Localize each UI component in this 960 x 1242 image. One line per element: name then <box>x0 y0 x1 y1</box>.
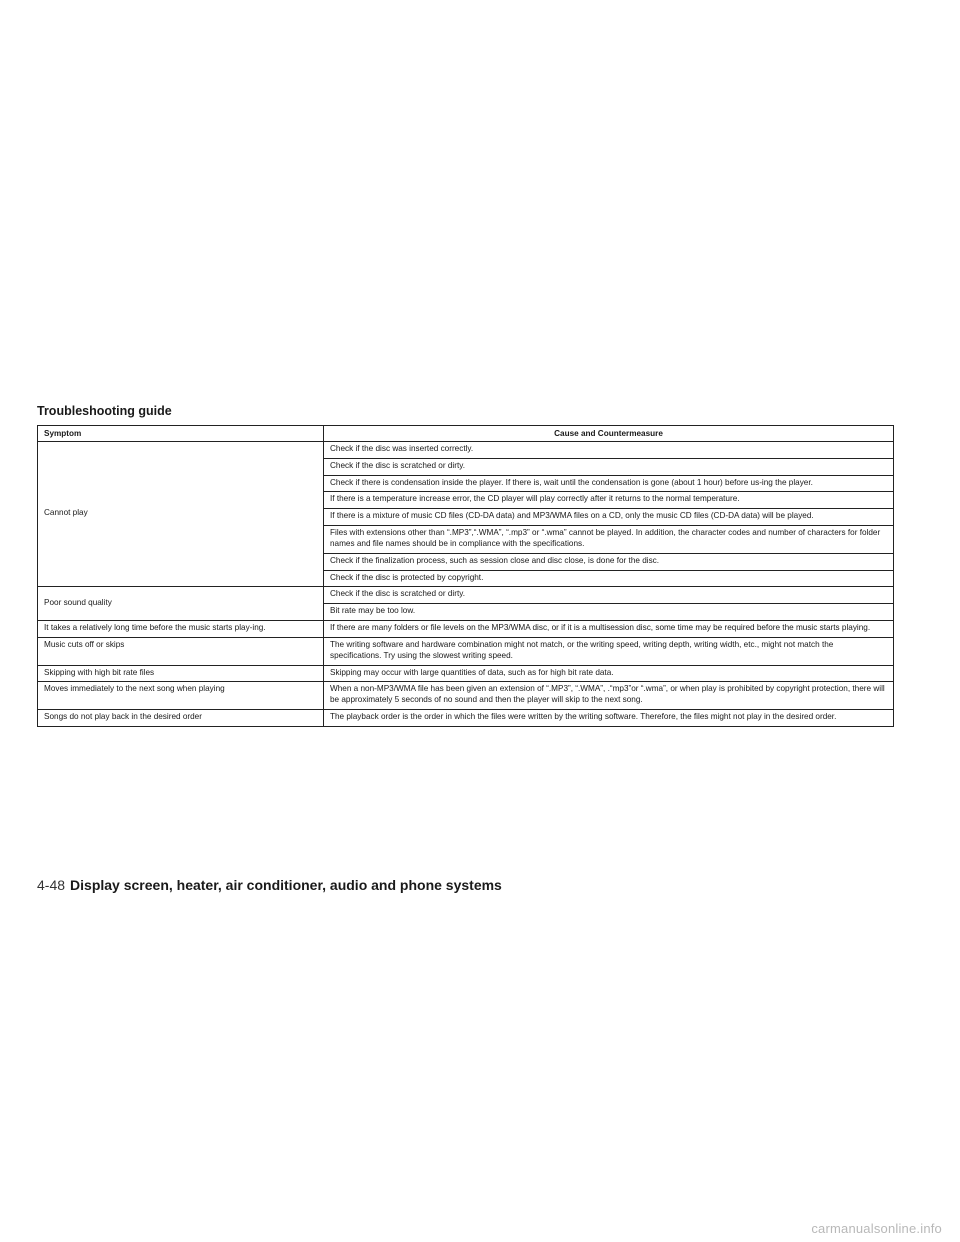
symptom-cell: Poor sound quality <box>38 587 324 621</box>
cause-cell: When a non-MP3/WMA file has been given an extension of “.MP3”, “.WMA”, .“mp3”or “.wma”, or when play is prohibited by copyright protection, there will be approximately 5 seconds of no sound and then the player will skip to the next song. <box>324 682 894 710</box>
table-row <box>38 621 894 638</box>
cause-cell: Skipping may occur with large quantities of data, such as for high bit rate data. <box>324 665 894 682</box>
chapter-title: Display screen, heater, air conditioner, audio and phone systems <box>70 877 502 893</box>
cause-cell: Bit rate may be too low. <box>324 604 894 621</box>
watermark: carmanualsonline.info <box>811 1221 942 1236</box>
table-header-row <box>38 426 894 442</box>
symptom-column-header: Symptom <box>38 426 324 442</box>
symptom-cell: Skipping with high bit rate files <box>38 665 324 682</box>
cause-column-header: Cause and Countermeasure <box>324 426 894 442</box>
cause-cell: If there is a mixture of music CD files (CD-DA data) and MP3/WMA files on a CD, only the music CD files (CD-DA data) will be played. <box>324 509 894 526</box>
cause-cell: Check if the disc is scratched or dirty. <box>324 587 894 604</box>
page-number: 4-48 <box>37 877 66 893</box>
table-row <box>38 637 894 665</box>
cause-cell: Files with extensions other than “.MP3”,“.WMA”, “.mp3” or “.wma” cannot be played. In addition, the character codes and number of characters for folder names and file names should be in compliance with the specifications. <box>324 526 894 554</box>
table-row <box>38 682 894 710</box>
table-row <box>38 587 894 604</box>
cause-cell: If there are many folders or file levels on the MP3/WMA disc, or if it is a multisession disc, some time may be required before the music starts playing. <box>324 621 894 638</box>
cause-cell: Check if the disc is scratched or dirty. <box>324 458 894 475</box>
table-row <box>38 710 894 727</box>
cause-cell: Check if the disc was inserted correctly. <box>324 442 894 459</box>
symptom-cell: Music cuts off or skips <box>38 637 324 665</box>
symptom-cell: Moves immediately to the next song when playing <box>38 682 324 710</box>
cause-cell: The writing software and hardware combination might not match, or the writing speed, writing depth, writing width, etc., might not match the specifications. Try using the slowest writing speed. <box>324 637 894 665</box>
section-title: Troubleshooting guide <box>37 404 172 418</box>
symptom-cell: Songs do not play back in the desired order <box>38 710 324 727</box>
table-row <box>38 665 894 682</box>
cause-cell: Check if there is condensation inside the player. If there is, wait until the condensation is gone (about 1 hour) before us-ing the player. <box>324 475 894 492</box>
cause-cell: If there is a temperature increase error, the CD player will play correctly after it returns to the normal temperature. <box>324 492 894 509</box>
table-body <box>38 442 894 727</box>
symptom-cell: Cannot play <box>38 442 324 587</box>
cause-cell: The playback order is the order in which the files were written by the writing software. Therefore, the files might not play in the desired order. <box>324 710 894 727</box>
cause-cell: Check if the disc is protected by copyright. <box>324 570 894 587</box>
cause-cell: Check if the finalization process, such as session close and disc close, is done for the disc. <box>324 553 894 570</box>
symptom-cell: It takes a relatively long time before the music starts play-ing. <box>38 621 324 638</box>
troubleshooting-table <box>37 425 894 727</box>
table-row <box>38 442 894 459</box>
page-footer <box>37 877 502 893</box>
